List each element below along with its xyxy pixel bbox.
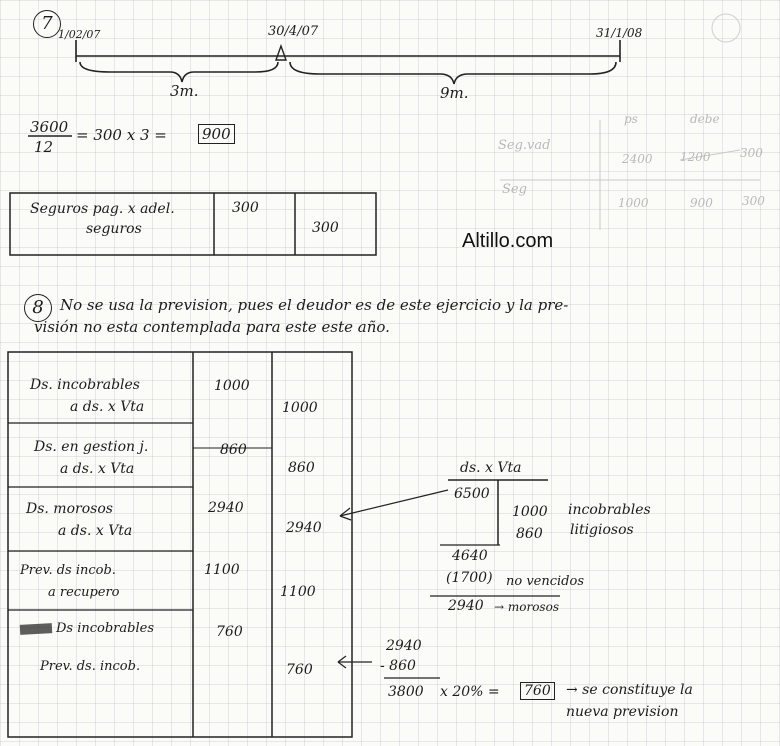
problem-8-text-line2: visión no esta contemplada para este este año. [34,318,390,336]
entry-credit-amount: 300 [312,220,339,236]
ledger-row1-debit: 1000 [214,378,250,394]
t-account-credit-1-note: incobrables [568,502,651,518]
ledger-row5-credit-account: Prev. ds. incob. [40,659,141,674]
t-account-debit: 6500 [454,486,490,502]
scribble-strike [20,623,52,635]
calc2-note-2: nueva prevision [566,704,679,720]
t-account-credit-2: 860 [516,526,543,542]
ledger-row4-debit: 1100 [204,562,240,578]
faint-note-c: ps [624,112,638,126]
t-account-balance: 4640 [452,548,488,564]
t-account-minus: (1700) [446,570,493,586]
calc-rest: = 300 x 3 = [76,126,167,144]
t-account-result: 2940 [448,598,484,614]
calc2-b: - 860 [380,658,416,674]
t-account-minus-note: no vencidos [506,574,584,589]
timeline-left-span: 3m. [170,82,199,100]
calc2-c: 3800 [388,684,424,700]
ledger-row2-debit-account: Ds. en gestion j. [34,439,149,455]
ledger-row4-credit-account: a recupero [48,585,120,600]
entry-credit-account: seguros [86,221,142,237]
entry-debit-account: Seguros pag. x adel. [30,201,175,217]
ledger-row3-credit-account: a ds. x Vta [58,523,133,539]
timeline-end-date: 31/1/08 [596,26,643,40]
faint-note-i: 900 [690,196,713,210]
ledger-row3-debit-account: Ds. morosos [26,501,113,517]
t-account-title: ds. x Vta [460,460,522,476]
faint-note-b: Seg [502,182,527,197]
ledger-row3-debit: 2940 [208,500,244,516]
faint-note-f: 1200 [680,150,711,164]
calc2-op: x 20% = [440,684,500,700]
faint-note-g: 1000 [618,196,649,210]
ledger-row2-debit: 860 [220,442,247,458]
ledger-row3-credit: 2940 [286,520,322,536]
ledger-row5-credit: 760 [286,662,313,678]
ledger-row5-debit-account: Ds incobrables [56,621,154,636]
faint-note-a: Seg.vad [498,138,551,153]
ledger-row2-credit-account: a ds. x Vta [60,461,135,477]
problem-8-text-line1: No se usa la prevision, pues el deudor es de este ejercicio y la pre- [60,296,569,314]
faint-note-d: debe [690,112,720,126]
faint-note-j: 300 [740,146,763,160]
timeline-mid-date: 30/4/07 [268,24,319,39]
problem-7-number: 7 [33,10,61,38]
timeline-right-span: 9m. [440,84,469,102]
ledger-row4-debit-account: Prev. ds incob. [20,563,116,578]
calc2-a: 2940 [386,638,422,654]
problem-8-number: 8 [24,294,52,322]
calc-denominator: 12 [34,138,54,156]
ledger-row2-credit: 860 [288,460,315,476]
timeline-start-date: 1/02/07 [58,28,101,41]
t-account-credit-2-note: litigiosos [570,522,634,538]
t-account-result-note: → morosos [494,600,559,614]
t-account-credit-1: 1000 [512,504,548,520]
calc-result-box: 900 [198,124,235,144]
ledger-row5-debit: 760 [216,624,243,640]
calc-numerator: 3600 [30,118,69,136]
faint-note-h: 300 [742,194,765,208]
calc2-note-1: → se constituye la [566,682,693,698]
faint-note-e: 2400 [622,152,653,166]
watermark: Altillo.com [462,230,554,252]
entry-debit-amount: 300 [232,200,259,216]
ledger-row1-debit-account: Ds. incobrables [30,377,140,393]
ledger-row1-credit: 1000 [282,400,318,416]
ledger-row4-credit: 1100 [280,584,316,600]
ledger-row1-credit-account: a ds. x Vta [70,399,145,415]
calc2-result-box: 760 [520,682,555,700]
